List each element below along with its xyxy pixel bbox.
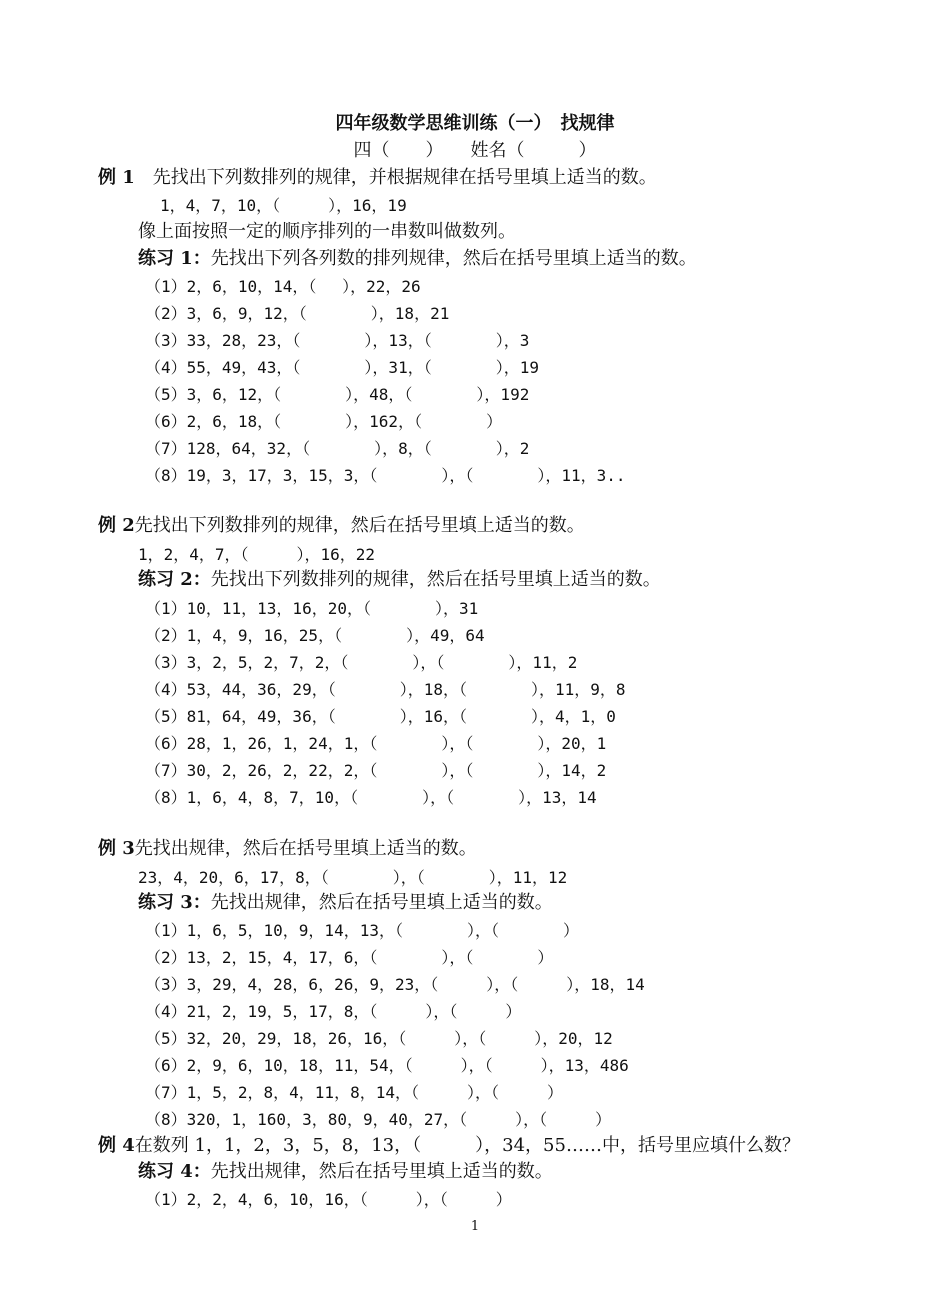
practice-1-item: （4）55，49，43，（ ），31，（ ），19 (145, 358, 539, 377)
practice-2-item: （8）1，6，4，8，7，10，（ ），（ ），13，14 (145, 788, 597, 807)
practice-3-label: 练习 3： (138, 892, 211, 913)
practice-1-item: （6）2，6，18，（ ），162，（ ） (145, 412, 503, 431)
example-3-sequence: 23，4，20，6，17，8，（ ），（ ），11，12 (138, 868, 568, 887)
example-1-note: 像上面按照一定的顺序排列的一串数叫做数列。 (138, 221, 516, 242)
practice-1-heading (138, 248, 697, 270)
example-3-heading (98, 838, 477, 860)
practice-2-item: （3）3，2，5，2，7，2，（ ），（ ），11，2 (145, 653, 578, 672)
example-4-prompt: 在数列 1，1，2，3，5，8，13，（ ），34，55……中，括号里应填什么数？ (134, 1135, 800, 1156)
example-4-label: 例 4 (98, 1135, 135, 1156)
practice-2-item: （4）53，44，36，29，（ ），18，（ ），11，9，8 (145, 680, 626, 699)
practice-2-item: （6）28，1，26，1，24，1，（ ），（ ），20，1 (145, 734, 607, 753)
practice-3-heading (138, 892, 553, 914)
practice-2-item: （5）81，64，49，36，（ ），16，（ ），4，1，0 (145, 707, 616, 726)
practice-3-item: （8）320，1，160，3，80，9，40，27，（ ），（ ） (145, 1110, 612, 1129)
practice-4-prompt: 先找出规律，然后在括号里填上适当的数。 (210, 1161, 553, 1182)
class-name-line: 四（ ） 姓名（ ） (353, 140, 597, 161)
example-2-label: 例 2 (98, 515, 135, 536)
practice-3-prompt: 先找出规律，然后在括号里填上适当的数。 (210, 892, 553, 913)
practice-4-label: 练习 4： (138, 1161, 211, 1182)
practice-3-item: （2）13，2，15，4，17，6，（ ），（ ） (145, 948, 554, 967)
practice-3-item: （4）21，2，19，5，17，8，（ ），（ ） (145, 1002, 522, 1021)
practice-1-item: （1）2，6，10，14，（ ），22，26 (145, 277, 421, 296)
practice-3-item: （7）1，5，2，8，4，11，8，14，（ ），（ ） (145, 1083, 563, 1102)
example-1-prompt: 先找出下列数排列的规律，并根据规律在括号里填上适当的数。 (152, 167, 657, 188)
example-1-label: 例 1 (98, 167, 135, 188)
practice-4-heading (138, 1161, 553, 1183)
example-2-sequence: 1，2，4，7，（ ），16，22 (138, 545, 376, 564)
example-3-prompt: 先找出规律，然后在括号里填上适当的数。 (134, 838, 477, 859)
practice-1-item: （2）3，6，9，12，（ ），18，21 (145, 304, 450, 323)
practice-2-item: （1）10，11，13，16，20，（ ），31 (145, 599, 479, 618)
practice-1-item: （8）19，3，17，3，15，3，（ ），（ ），11，3.. (145, 466, 626, 485)
example-2-heading (98, 515, 585, 537)
page-title: 四年级数学思维训练（一） 找规律 (335, 113, 615, 134)
practice-4-item: （1）2，2，4，6，10，16，（ ），（ ） (145, 1190, 512, 1209)
practice-2-label: 练习 2： (138, 569, 211, 590)
example-2-prompt: 先找出下列数排列的规律，然后在括号里填上适当的数。 (134, 515, 585, 536)
example-1-heading (98, 167, 657, 189)
practice-1-label: 练习 1： (138, 248, 211, 269)
example-3-label: 例 3 (98, 838, 135, 859)
practice-1-item: （5）3，6，12，（ ），48，（ ），192 (145, 385, 530, 404)
practice-2-item: （2）1，4，9，16，25，（ ），49，64 (145, 626, 485, 645)
practice-2-heading (138, 569, 661, 591)
practice-1-item: （3）33，28，23，（ ），13，（ ），3 (145, 331, 530, 350)
practice-2-item: （7）30，2，26，2，22，2，（ ），（ ），14，2 (145, 761, 607, 780)
practice-3-item: （6）2，9，6，10，18，11，54，（ ），（ ），13，486 (145, 1056, 629, 1075)
example-4-heading (98, 1135, 800, 1157)
practice-1-item: （7）128，64，32，（ ），8，（ ），2 (145, 439, 530, 458)
practice-1-prompt: 先找出下列各列数的排列规律，然后在括号里填上适当的数。 (210, 248, 697, 269)
practice-3-item: （1）1，6，5，10，9，14，13，（ ），（ ） (145, 921, 579, 940)
example-1-sequence: 1，4，7，10，（ ），16，19 (160, 196, 407, 215)
practice-2-prompt: 先找出下列数排列的规律，然后在括号里填上适当的数。 (210, 569, 661, 590)
practice-3-item: （5）32，20，29，18，26，16，（ ），（ ），20，12 (145, 1029, 613, 1048)
page-number: 1 (470, 1219, 480, 1234)
practice-3-item: （3）3，29，4，28，6，26，9，23，（ ），（ ），18，14 (145, 975, 645, 994)
